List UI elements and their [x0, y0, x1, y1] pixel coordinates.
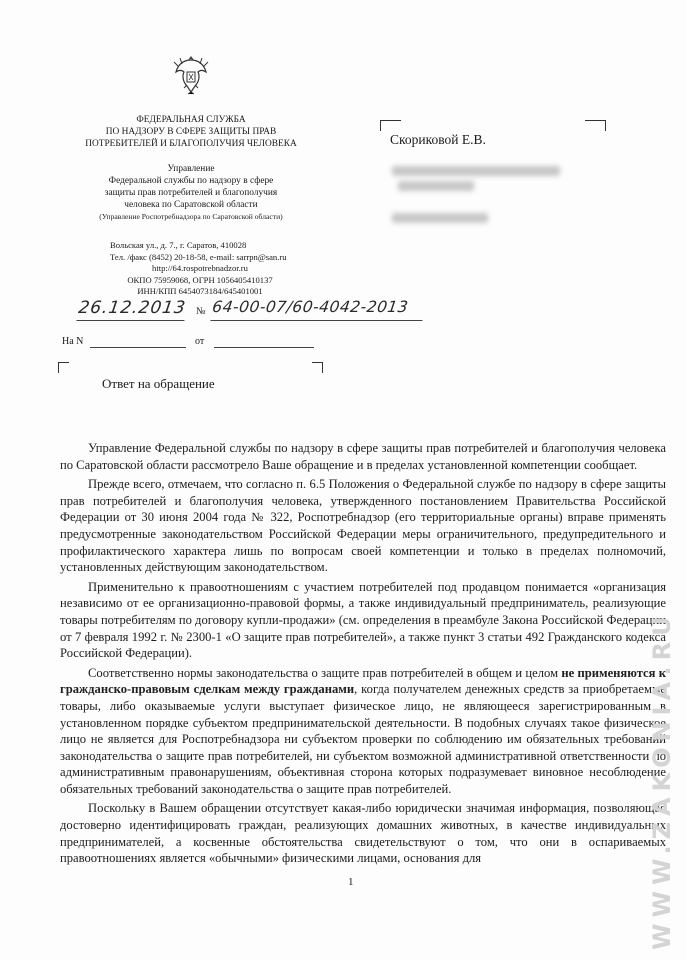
reference-number: 64-00-07/60-4042-2013	[210, 298, 425, 321]
redacted-address	[398, 181, 474, 191]
contact-line: http://64.rospotrebnadzor.ru	[152, 263, 248, 273]
body-text: , когда получателем денежных средств за приобретаемые товары, либо оказываемые услуги выступает физическое лицо, не являющееся зарегистрированным в установленном порядке субъектом предпринимательской деятельности. В подобных случаях такое физическое лицо не является для Роспотребнадзора ни субъектом проверки по соблюдению им обязательных требований законодательства о защите прав потребителей, ни субъектом возможной административной ответственности по административным правонарушениям, объективная сторона которых подразумевает виновное несоблюдение обязательных требований законодательства о защите прав потребителей.	[60, 682, 666, 796]
office-line: Управление	[167, 164, 215, 174]
reference-number-label: №	[196, 306, 206, 317]
office-name	[62, 163, 320, 223]
body-paragraph: Применительно к правоотношениям с участием потребителей под продавцом понимается «организация независимо от ее организационно-правовой формы, а также индивидуальный предприниматель, реализующие товары потребителям по договору купли-продажи» (см. определения в преамбуле Закона Российской Федерации от 7 февраля 1992 г. № 2300-1 «О защите прав потребителей», а также пункт 3 статьи 492 Гражданского кодекса Российской Федерации).	[60, 579, 666, 661]
in-reply-to-label: На N	[62, 336, 84, 347]
page-number: 1	[348, 876, 354, 888]
recipient-name: Скориковой Е.В.	[390, 132, 486, 147]
body-text: Соответственно нормы законодательства о защите прав потребителей в общем и целом	[88, 665, 562, 680]
body-paragraph: Управление Федеральной службы по надзору в сфере защиты прав потребителей и благополучия человека по Саратовской области рассмотрело Ваше обращение и в пределах установленной компетенции сообщает.	[60, 441, 666, 472]
subject-bracket-right	[312, 362, 323, 373]
agency-line: ФЕДЕРАЛЬНАЯ СЛУЖБА	[136, 115, 246, 125]
reference-date: 26.12.2013	[76, 298, 187, 321]
agency-line: ПО НАДЗОРУ В СФЕРЕ ЗАЩИТЫ ПРАВ	[105, 127, 277, 137]
site-watermark: WWW.ZAKONIA.RU	[648, 610, 676, 950]
agency-line: ПОТРЕБИТЕЛЕЙ И БЛАГОПОЛУЧИЯ ЧЕЛОВЕКА	[85, 139, 297, 149]
in-reply-to-blank	[90, 347, 186, 348]
recipient-bracket-left	[380, 120, 401, 131]
body-paragraph: Поскольку в Вашем обращении отсутствует какая-либо юридически значимая информация, позволяющая достоверно идентифицировать граждан, реализующих домашних животных, в качестве индивидуальных предпринимателей, а косвенные обстоятельства свидетельствуют о том, что они в оспариваемых правоотношениях является «обычными» физическими лицами, основания для	[60, 801, 666, 866]
coat-of-arms-icon	[172, 52, 210, 96]
agency-name	[62, 114, 320, 150]
office-line: человека по Саратовской области	[124, 200, 258, 210]
contact-line: Вольская ул., д. 7., г. Саратов, 410028	[110, 240, 247, 250]
subject-bracket-left	[58, 362, 69, 373]
office-line: защиты прав потребителей и благополучия	[104, 188, 278, 198]
contact-line: ОКПО 75959068, ОГРН 1056405410137	[127, 274, 273, 285]
body-emphasis: не применяются к гражданско-правовым сделкам между гражданами	[60, 665, 666, 697]
redacted-email	[392, 213, 488, 223]
from-date-label: от	[195, 336, 205, 347]
contact-line: ИНН/КПП 6454073184/645401001	[137, 286, 263, 296]
body-paragraph	[60, 665, 666, 798]
from-date-blank	[214, 347, 314, 348]
contact-line: Тел. /факс (8452) 20-18-58, e-mail: sarrpn@san.ru	[110, 251, 287, 262]
contact-block	[110, 240, 290, 298]
subject-line: Ответ на обращение	[102, 376, 215, 391]
office-line: (Управление Роспотребнадзора по Саратовской области)	[99, 212, 283, 221]
letter-body	[60, 440, 666, 870]
redacted-address	[392, 166, 560, 176]
office-line: Федеральной службы по надзору в сфере	[108, 176, 274, 186]
recipient-bracket-right	[585, 120, 606, 131]
body-paragraph: Прежде всего, отмечаем, что согласно п. 6.5 Положения о Федеральной службе по надзору в сфере защиты прав потребителей и благополучия человека, утвержденного постановлением Правительства Российской Федерации от 30 июня 2004 года № 322, Роспотребнадзор (его территориальные органы) вправе применять предусмотренные законодательством Российской Федерации меры ограничительного, предупредительного и профилактического характера лишь по вопросам своей компетенции и только в пределах полномочий, установленных действующим законодательством.	[60, 477, 666, 575]
